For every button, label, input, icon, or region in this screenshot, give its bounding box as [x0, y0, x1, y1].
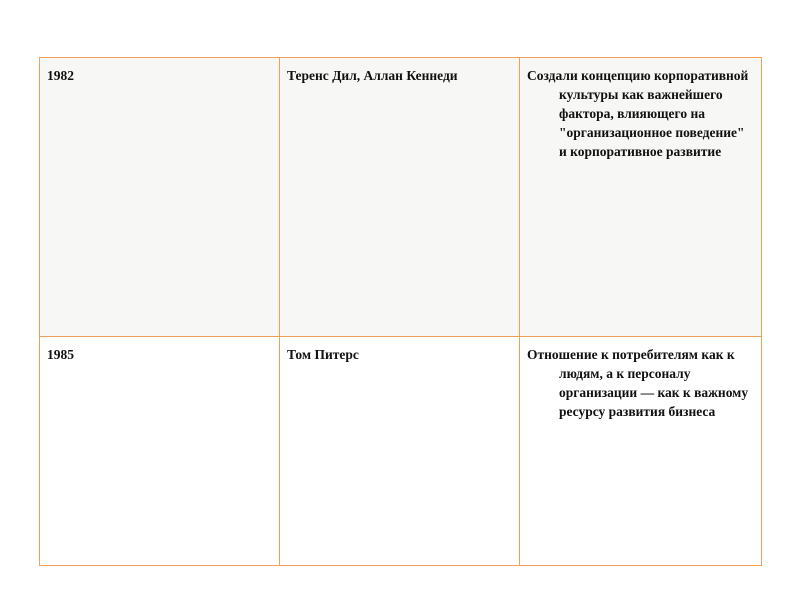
year-cell	[40, 58, 280, 337]
description-text: Создали концепцию корпоративной культуры как важнейшего фактора, влияющего на "организационное поведение" и корпоративное развитие	[527, 68, 749, 159]
authors-text: Теренс Дил, Аллан Кеннеди	[287, 68, 458, 83]
description-cell	[520, 337, 762, 566]
year-text: 1982	[47, 68, 74, 83]
year-cell	[40, 337, 280, 566]
description-text: Отношение к потребителям как к людям, а к персоналу организации — как к важному ресурсу развития бизнеса	[527, 347, 749, 419]
authors-cell	[280, 337, 520, 566]
authors-text: Том Питерс	[287, 347, 359, 362]
authors-cell	[280, 58, 520, 337]
description-cell	[520, 58, 762, 337]
table-row	[40, 58, 762, 337]
history-table	[39, 57, 762, 566]
year-text: 1985	[47, 347, 74, 362]
table-row	[40, 337, 762, 566]
